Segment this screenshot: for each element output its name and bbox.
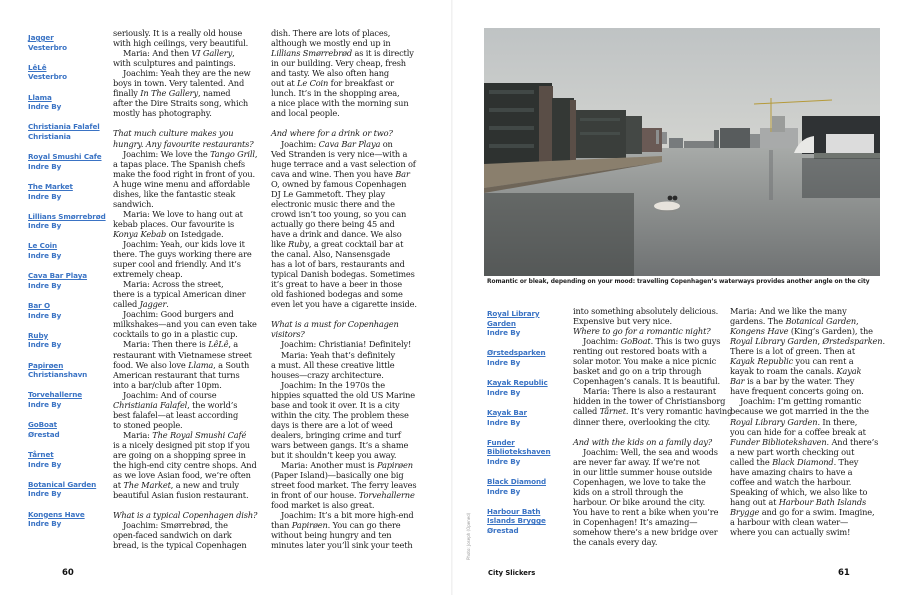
body-text-line: Kongens Have (King’s Garden), the [730,326,873,337]
body-text-line: There is a lot of green. Then at [730,346,855,357]
body-text-line: Royal Library Garden. In there, [730,416,858,427]
page-number-left: 60 [62,568,74,578]
body-text-line: the canals every day. [573,537,658,548]
body-text-line: a nice place with the morning sun [271,98,409,109]
body-text-line: are never far away. If we’re not [573,456,700,467]
article-column-4 [730,306,890,537]
paragraph-gap [113,118,265,128]
body-text-line: Joachim: Smørrebrød, the [123,520,228,531]
body-text-line: with high ceilings, very beautiful. [113,38,249,49]
venue-link[interactable]: Islands Brygge [487,516,546,526]
body-text-line: Speaking of which, we also like to [730,486,868,497]
venue-district: Indre By [28,310,62,320]
body-text-line: out at Le Coin for breakfast or [271,78,394,89]
body-text-line: and tasty. We also often hang [271,68,390,79]
body-text-line: crowd isn’t too young, so you can [271,208,407,219]
venue-district: Indre By [28,191,62,201]
body-text-line: Copenhagen’s canals. It is beautiful. [573,376,720,387]
venue-link[interactable]: Ørstedsparken [487,348,546,358]
venue-listing [28,63,108,82]
body-text-line: gardens. The Botanical Garden, [730,316,859,327]
venue-link[interactable]: Funder [487,437,515,447]
body-text-line: at The Market, a new and truly [113,480,239,491]
venue-link[interactable]: GoBoat [28,420,57,430]
body-text-line: extremely cheap. [113,269,183,280]
venue-district: Indre By [28,251,62,261]
interview-question-line: That much culture makes you [113,128,234,139]
venue-link[interactable]: Royal Smushi Cafe [28,152,102,162]
body-text-line: Bar is a bar by the water. They [730,376,855,387]
venue-link[interactable]: Bibliotekshaven [487,447,551,457]
body-text-line: hippies squatted the old US Marine [271,389,415,400]
body-text-line: Christiania Falafel, the world’s [113,399,238,410]
body-text-line: dinner there, overlooking the city. [573,416,711,427]
venue-district: Indre By [28,161,62,171]
body-text-line: a tapas place. The Spanish chefs [113,158,246,169]
body-text-line: (Paper Island)—basically one big [271,470,404,481]
left-venue-sidebar [28,33,108,539]
body-text-line: renting out restored boats with a [573,346,707,357]
venue-listing [28,301,108,320]
body-text-line: Joachim: I’m getting romantic [740,396,862,407]
venue-listing [28,331,108,350]
body-text-line: Maria: We love to hang out at [123,208,243,219]
body-text-line: to stoned people. [113,419,183,430]
body-text-line: kebab places. Our favourite is [113,218,235,229]
body-text-line: the canal. Also, Nansensgade [271,249,391,260]
body-text-line: there is a typical American diner [113,289,246,300]
body-text-line: kids on a stroll through the [573,486,683,497]
venue-listing [487,408,559,427]
paragraph-gap [271,309,433,319]
venue-district: Indre By [28,340,62,350]
venue-link[interactable]: Black Diamond [487,477,547,487]
body-text-line: Joachim: Yeah, our kids love it [123,238,245,249]
venue-listing [28,420,108,439]
body-text-line: wars between gangs. It’s a shame [271,439,409,450]
venue-listing [28,390,108,409]
venue-link[interactable]: Kongens Have [28,509,85,519]
body-text-line: Joachim: Christiania! Definitely! [281,339,412,350]
body-text-line: than Papirøen. You can go there [271,520,401,531]
venue-link[interactable]: Cava Bar Playa [28,271,88,281]
venue-district: Christiania [28,131,71,141]
venue-link[interactable]: Bar O [28,301,50,311]
venue-link[interactable]: Jagger [28,33,54,42]
venue-listing [28,271,108,290]
venue-link[interactable]: Christiania Falafel [28,122,100,132]
body-text-line: a new part worth checking out [730,446,855,457]
body-text-line: as we love Asian food, we’re often [113,470,251,481]
venue-link[interactable]: Tårnet [28,449,54,459]
venue-listing [28,480,108,499]
body-text-line: although we mostly end up in [271,38,391,49]
body-text-line: restaurant with Vietnamese street [113,349,252,360]
venue-listing [487,507,559,536]
body-text-line: coffee and watch the harbour. [730,476,852,487]
body-text-line: because we got married in the the [730,406,869,417]
venue-link[interactable]: Royal Library [487,309,540,318]
venue-district: Vesterbro [28,72,67,82]
body-text-line: Joachim: Good burgers and [123,309,234,320]
venue-listing [28,182,108,201]
body-text-line: but it shouldn’t keep you away. [271,449,397,460]
article-column-2 [271,28,433,550]
body-text-line: DJ Le Gammetoft. They play [271,188,386,199]
body-text-line: in our building. Very cheap, fresh [271,58,406,69]
body-text-line: have frequent concerts going on. [730,386,864,397]
photo-caption: Romantic or bleak, depending on your mood: travelling Copenhagen’s waterways provides another angle on the city [487,279,870,285]
venue-listing [487,378,559,397]
body-text-line: Joachim: GoBoat. This is two guys [583,336,721,347]
interview-question-line: hungry. Any favourite restaurants? [113,138,254,149]
body-text-line: have a drink and dance. We also [271,228,402,239]
venue-district: Indre By [28,399,62,409]
body-text-line: Kayak Republic you can rent a [730,356,854,367]
interview-question-line: What is a typical Copenhagen dish? [113,510,258,521]
body-text-line: food. We also love Llama, a South [113,359,250,370]
body-text-line: without being hungry and ten [271,530,392,541]
venue-district: Indre By [487,357,521,367]
venue-listing [487,477,559,496]
body-text-line: Maria: Another must is Papirøen [281,460,413,471]
body-text-line: basket and go on a trip through [573,366,702,377]
venue-district: Vesterbro [28,42,67,52]
venue-link[interactable]: Garden [487,318,516,328]
body-text-line: in our little summer house outside [573,466,712,477]
body-text-line: Expensive but very nice. [573,316,672,327]
body-text-line: in front of our house. Torvehallerne [271,490,415,501]
body-text-line: Brygge and go for a swim. Imagine, [730,506,875,517]
body-text-line: called Jagger. [113,299,169,310]
venue-link[interactable]: The Market [28,181,73,191]
body-text-line: A huge wine menu and affordable [113,178,250,189]
photo-credit: Photo: Joseph (Opened) [466,512,471,560]
body-text-line: street food market. The ferry leaves [271,480,417,491]
body-text-line: it’s great to have a beer in those [271,279,403,290]
body-text-line: Maria: The Royal Smushi Café [123,429,247,440]
venue-district: Ørestad [487,526,519,536]
body-text-line: dealers, bringing crime and turf [271,429,401,440]
paragraph-gap [271,118,433,128]
body-text-line: Joachim: Cava Bar Playa on [281,138,393,149]
body-text-line: hidden in the tower of Christiansborg [573,396,726,407]
body-text-line: with sculptures and paintings. [113,58,236,69]
body-text-line: milkshakes—and you can even take [113,319,257,330]
article-column-3 [573,306,733,548]
venue-district: Christianshavn [28,370,88,380]
venue-district: Indre By [487,387,521,397]
body-text-line: Maria: Across the street, [123,279,224,290]
venue-link[interactable]: Le Coin [28,241,58,251]
venue-link[interactable]: Lillians Smørrebrød [28,211,106,221]
body-text-line: dish. There are lots of places, [271,28,391,38]
interview-question-line: visitors? [271,329,305,340]
body-text-line: Lillians Smørrebrød as it is directly [271,48,414,59]
body-text-line: electronic music there and the [271,198,395,209]
venue-district: Indre By [487,456,521,466]
body-text-line: Ved Stranden is very nice—with a [271,148,408,159]
venue-link[interactable]: Kayak Bar [487,407,527,417]
body-text-line: Joachim: Well, the sea and woods [583,446,718,457]
body-text-line: days is there are a lot of weed [271,419,393,430]
body-text-line: huge terrace and a vast selection of [271,158,416,169]
right-venue-sidebar [487,309,559,546]
body-text-line: Joachim: It’s a bit more high-end [281,510,414,521]
body-text-line: are going on a shopping spree in [113,449,246,460]
body-text-line: super cool and friendly. And it’s [113,259,241,270]
body-text-line: have amazing chairs to have a [730,466,853,477]
body-text-line: cocktails to go in a plastic cup. [113,329,238,340]
body-text-line: Maria: Yeah that’s definitely [281,349,396,360]
body-text-line: Maria: And then VI Gallery, [123,48,235,59]
venue-link[interactable]: Ruby [28,330,49,340]
body-text-line: in Copenhagen! It’s amazing— [573,516,698,527]
body-text-line: a harbour with clean water— [730,516,849,527]
body-text-line: where you can actually swim! [730,527,851,538]
venue-listing [28,361,108,380]
body-text-line: somehow there’s a new bridge over [573,527,718,538]
body-text-line: Copenhagen, we love to take the [573,476,706,487]
body-text-line: Maria: There is also a restaurant [583,386,716,397]
body-text-line: minutes later you’ll sink your teeth [271,540,413,551]
body-text-line: into a bar/club after 10pm. [113,379,222,390]
interview-question-line: And where for a drink or two? [271,128,393,139]
body-text-line: dishes, like the fantastic steak [113,188,236,199]
body-text-line: kayak to roam the canals. Kayak [730,366,862,377]
body-text-line: even let you have a cigarette inside. [271,299,417,310]
interview-question-line: Where to go for a romantic night? [573,326,711,337]
venue-listing [28,241,108,260]
interview-question-line: And with the kids on a family day? [573,436,713,447]
venue-link[interactable]: Llama [28,92,52,102]
venue-listing [487,348,559,367]
paragraph-gap [573,427,723,437]
body-text-line: within the city. The problem these [271,409,409,420]
venue-listing [28,33,108,52]
body-text-line: and local people. [271,108,340,119]
body-text-line: O, owned by famous Copenhagen [271,178,407,189]
body-text-line: harbour. Or bike around the city. [573,496,706,507]
body-text-line: you can hide for a coffee break at [730,426,866,437]
article-column-1 [113,28,265,550]
body-text-line: Joachim: And of course [123,389,217,400]
venue-listing [28,450,108,469]
body-text-line: Konya Kebab on Istedgade. [113,228,224,239]
body-text-line: Funder Bibliotekshaven. And there’s [730,436,879,447]
body-text-line: bread, is the typical Copenhagen [113,540,247,551]
venue-link[interactable]: LêLê [28,62,47,72]
body-text-line: Maria: And we like the many [730,306,847,316]
page-number-right: 61 [838,568,850,578]
body-text-line: into something absolutely delicious. [573,306,719,316]
body-text-line: Maria: Then there is LêLê, a [123,339,239,350]
body-text-line: open-faced sandwich on dark [113,530,232,541]
body-text-line: lunch. It’s in the shopping area, [271,88,400,99]
venue-listing [28,93,108,112]
body-text-line: actually go there being 45 and [271,218,395,229]
venue-link[interactable]: Kayak Republic [487,378,548,388]
venue-listing [28,212,108,231]
body-text-line: American restaurant that turns [113,369,240,380]
body-text-line: old fashioned bodegas and some [271,289,403,300]
body-text-line: houses—crazy architecture. [271,369,384,380]
body-text-line: make the food right in front of you. [113,168,255,179]
body-text-line: called Tårnet. It’s very romantic having [573,406,733,417]
venue-link[interactable]: Harbour Bath [487,506,541,516]
venue-link[interactable]: Botanical Garden [28,479,97,489]
venue-listing [28,152,108,171]
body-text-line: there. The guys working there are [113,249,252,260]
body-text-line: boys in town. Very talented. And [113,78,245,89]
body-text-line: typical Danish bodegas. Sometimes [271,269,415,280]
body-text-line: Joachim: We love the Tango Grill, [123,148,258,159]
venue-link[interactable]: Torvehallerne [28,390,82,400]
body-text-line: base and took it over. It is a city [271,399,400,410]
body-text-line: seriously. It is a really old house [113,28,243,38]
venue-listing [487,309,559,338]
body-text-line: is a nicely designed pit stop if you [113,439,250,450]
body-text-line: solar motor. You make a nice picnic [573,356,717,367]
body-text-line: You have to rent a bike when you’re [573,506,719,517]
paragraph-gap [113,500,265,510]
venue-district: Indre By [487,417,521,427]
spine-gutter [451,0,453,595]
body-text-line: Joachim: Yeah they are the new [123,68,251,79]
venue-listing [28,122,108,141]
venue-district: Ørestad [28,429,60,439]
venue-district: Indre By [487,486,521,496]
body-text-line: a must. All these creative little [271,359,395,370]
venue-district: Indre By [487,328,521,338]
body-text-line: Royal Library Garden, Ørstedsparken. [730,336,885,347]
venue-district: Indre By [28,519,62,529]
body-text-line: sandwich. [113,198,154,209]
body-text-line: hang out at Harbour Bath Islands [730,496,867,507]
body-text-line: after the Dire Straits song, which [113,98,249,109]
body-text-line: called the Black Diamond. They [730,456,859,467]
venue-district: Indre By [28,459,62,469]
body-text-line: food market is also great. [271,500,375,511]
venue-district: Indre By [28,489,62,499]
body-text-line: Joachim: In the 1970s the [281,379,385,390]
body-text-line: the high-end city centre shops. And [113,460,257,471]
running-head: City Slickers [488,569,536,577]
venue-district: Indre By [28,280,62,290]
body-text-line: finally In The Gallery, named [113,88,231,99]
venue-district: Indre By [28,221,62,231]
venue-link[interactable]: Papirøen [28,360,64,370]
body-text-line: beautiful Asian fusion restaurant. [113,490,249,501]
venue-listing [487,438,559,467]
interview-question-line: What is a must for Copenhagen [271,319,399,330]
venue-district: Indre By [28,102,62,112]
body-text-line: cava and wine. Then you have Bar [271,168,410,179]
harbour-photo [484,28,880,276]
venue-listing [28,510,108,529]
body-text-line: like Ruby, a great cocktail bar at [271,238,404,249]
body-text-line: best falafel—at least according [113,409,239,420]
body-text-line: mostly has photography. [113,108,212,119]
body-text-line: has a lot of bars, restaurants and [271,259,405,270]
